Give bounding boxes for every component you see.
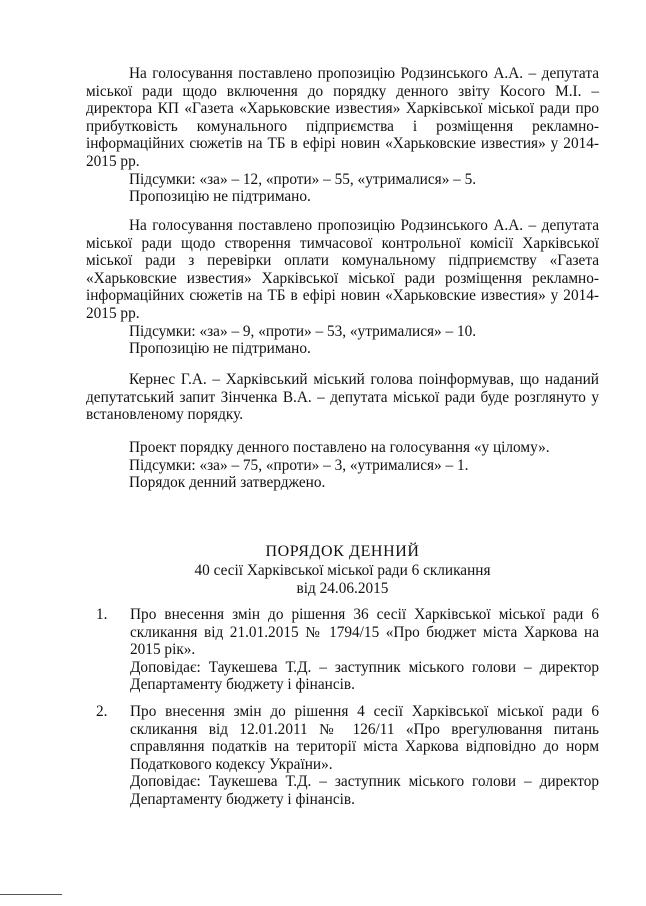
proposal-text: На голосування поставлено пропозицію Родзинського А.А. – депутата міської ради щодо включення до порядку денного звіту Косого М.І. – директора КП «Газета «Харьковские известия» Харківської міської ради про прибутковість комунального підприємства і розміщення рекламно-інформаційних сюжетів на ТБ в ефірі новин «Харьковские известия» у 2014-2015 рр.	[86, 65, 599, 170]
agenda-subtitle: 40 сесії Харківської міської ради 6 скликання	[194, 562, 491, 579]
agenda-date: від 24.06.2015	[296, 580, 389, 597]
overall-vote-outcome: Порядок денний затверджено.	[129, 474, 326, 492]
vote-results: Підсумки: «за» – 9, «проти» – 53, «утрималися» – 10.	[129, 322, 477, 340]
overall-vote-line: Проект порядку денного поставлено на голосування «у цілому».	[129, 439, 550, 456]
agenda-title: ПОРЯДОК ДЕННИЙ	[265, 543, 420, 560]
agenda-item-1	[86, 606, 599, 694]
proposal-2	[86, 217, 599, 358]
agenda-item-number: 1.	[96, 606, 108, 623]
vote-results: Підсумки: «за» – 12, «проти» – 55, «утрималися» – 5.	[129, 170, 477, 188]
agenda-item-speaker: Доповідає: Таукешева Т.Д. – заступник міського голови – директор Департаменту бюджету і фінансів.	[130, 773, 599, 808]
agenda-item-text: Про внесення змін до рішення 4 сесії Харківської міської ради 6 скликання від 12.01.2011 № 126/11 «Про врегулювання питань справляння податків на території міста Харкова відповідно до норм Податкового кодексу України».	[130, 703, 599, 773]
vote-outcome: Пропозицію не підтримано.	[129, 340, 311, 358]
agenda-item-2	[86, 703, 599, 809]
agenda-item-speaker: Доповідає: Таукешева Т.Д. – заступник міського голови – директор Департаменту бюджету і фінансів.	[130, 658, 599, 694]
agenda-item-text: Про внесення змін до рішення 36 сесії Харківської міської ради 6 скликання від 21.01.2015 № 1794/15 «Про бюджет міста Харкова на 2015 рік».	[130, 606, 599, 659]
kernes-note-text: Кернес Г.А. – Харківський міський голова поінформував, що наданий депутатський запит Зінченка В.А. – депутата міської ради буде розглянуто у встановленому порядку.	[86, 371, 599, 424]
proposal-1	[86, 65, 599, 206]
vote-outcome: Пропозицію не підтримано.	[129, 188, 311, 206]
overall-vote	[86, 439, 599, 492]
overall-vote-results: Підсумки: «за» – 75, «проти» – 3, «утрималися» – 1.	[129, 456, 469, 474]
kernes-note	[86, 371, 599, 424]
proposal-text: На голосування поставлено пропозицію Родзинського А.А. – депутата міської ради щодо створення тимчасової контрольної комісії Харківської міської ради з перевірки оплати комунальному підприємству «Газета «Харьковские известия» Харківської міської ради розміщення рекламно-інформаційних сюжетів на ТБ в ефірі новин «Харьковские известия» у 2014-2015 рр.	[86, 217, 599, 322]
agenda-item-number: 2.	[96, 703, 108, 720]
footnote-separator	[0, 894, 62, 895]
